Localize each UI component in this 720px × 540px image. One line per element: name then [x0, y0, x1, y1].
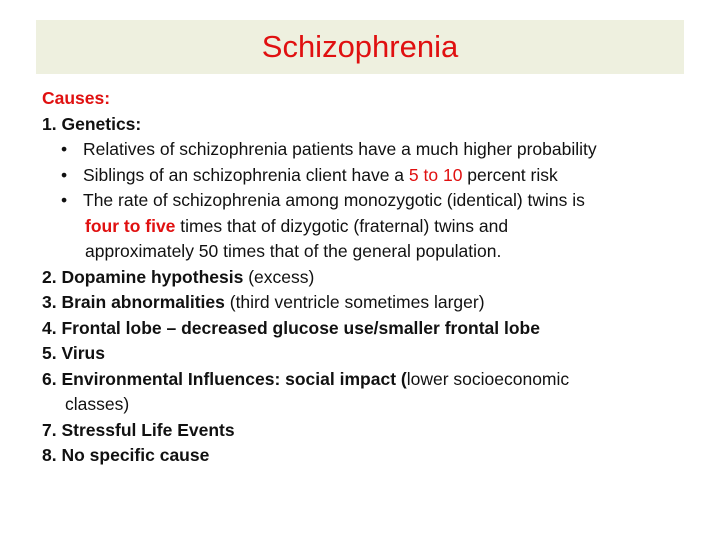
bullet-relatives [42, 137, 692, 163]
item-frontal-lobe [42, 316, 692, 342]
item-detail: (third ventricle sometimes larger) [224, 292, 485, 312]
risk-to: to [418, 164, 443, 185]
item-brain [42, 290, 692, 316]
item-genetics [42, 112, 692, 138]
bullet-text: The rate of schizophrenia among monozygotic (identical) twins is [83, 190, 585, 210]
item-number: 5. [42, 343, 57, 363]
causes-label: Causes: [42, 88, 111, 108]
item-label: Virus [61, 343, 105, 363]
item-stressful [42, 418, 692, 444]
item-number: 4. [42, 317, 57, 338]
item-dopamine [42, 265, 692, 291]
risk-high: 10 [442, 164, 463, 185]
item-label: No specific cause [61, 445, 210, 465]
item-number: 8. [42, 445, 57, 465]
item-label: Brain abnormalities [61, 292, 225, 312]
item-number: 7. [42, 419, 57, 440]
bullet-text: Relatives of schizophrenia patients have a much higher probability [83, 139, 597, 159]
bullet-icon: • [61, 164, 68, 185]
item-detail: lower socioeconomic [406, 368, 570, 389]
item-environmental [42, 367, 692, 393]
item-number: 6. [42, 368, 57, 389]
item-label: Frontal lobe – decreased glucose use/smaller frontal lobe [61, 317, 540, 338]
bullet-text: Siblings of an schizophrenia client have a [83, 164, 409, 185]
four-to-five: four to five [85, 215, 176, 236]
item-number: 2. [42, 266, 57, 287]
item-environmental-cont: classes) [65, 394, 130, 414]
item-no-cause [42, 443, 692, 469]
bullet-twins-cont1 [42, 214, 692, 240]
item-detail: (excess) [243, 266, 315, 287]
item-label: Genetics: [61, 113, 142, 134]
bullet-twins [42, 188, 692, 214]
item-label: Dopamine hypothesis [61, 266, 244, 287]
bullet-text-end: percent risk [462, 164, 558, 185]
item-label: Stressful Life Events [61, 419, 235, 440]
item-number: 1. [42, 113, 57, 134]
item-label: Environmental Influences: social impact ( [61, 368, 407, 389]
bullet-siblings [42, 163, 692, 189]
item-virus [42, 341, 692, 367]
slide-content [42, 86, 692, 469]
bullet-icon: • [61, 139, 68, 159]
slide-title: Schizophrenia [261, 29, 459, 64]
bullet-text: times that of dizygotic (fraternal) twins and [175, 215, 509, 236]
risk-low: 5 [408, 164, 419, 185]
title-bar [36, 20, 684, 74]
bullet-icon: • [61, 190, 68, 210]
bullet-twins-cont2: approximately 50 times that of the general population. [85, 241, 502, 261]
item-number: 3. [42, 292, 57, 312]
